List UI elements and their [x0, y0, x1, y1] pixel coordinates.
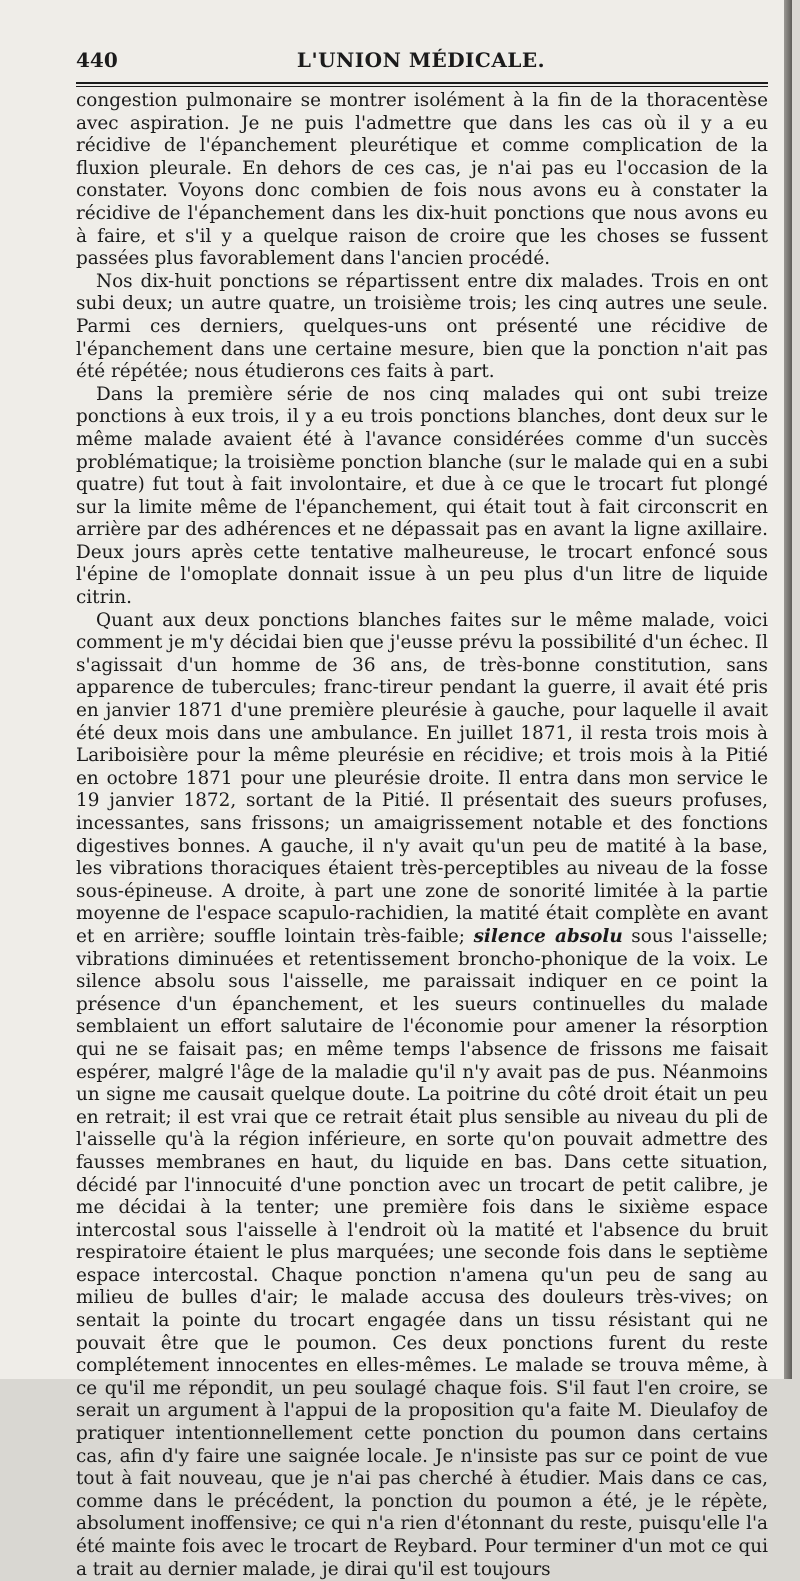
paragraph-text: sous l'aisselle; vibrations diminuées et retentissement broncho-phonique de la voix. Le silence absolu sous l'aisselle, me paraissait indiquer en ce point la présence d'un épanchement, et les sueurs continuelles du malade semblaient un effort salutaire de l'économie pour amener la résorption qui ne se faisait pas; en même temps l'absence de frissons me faisait espérer, malgré l'âge de la maladie qu'il n'y avait pas de pus. Néanmoins un signe me causait quelque doute. La poitrine du côté droit était un peu en retrait; il est vrai que ce retrait était plus sensible au niveau du pli de l'aisselle qu'à la région inférieure, en sorte qu'on pouvait admettre des fausses membranes en haut, du liquide en bas. Dans cette situation, décidé par l'innocuité d'une ponction avec un trocart de petit calibre, je me décidai à la tenter; une première fois dans le sixième espace intercostal sous l'aisselle à l'endroit où la matité et l'absence du bruit respiratoire étaient le plus marquées; une seconde fois dans le septième espace intercostal. Chaque ponction n'amena qu'un peu de sang au milieu de bulles d'air; le malade accusa des douleurs très-vives; on sentait la pointe du trocart engagée dans un tissu résistant qui ne pouvait être que le poumon. Ces deux ponctions furent du reste complétement innocentes en elles-mêmes. Le malade se trouva même, à ce qu'il me répondit, un peu soulagé chaque fois. S'il faut l'en croire, se serait un argument à l'appui de la proposition qu'a faite M. Dieulafoy de pratiquer intentionnellement cette ponction du poumon dans certains cas, afin d'y faire une saignée locale. Je n'insiste pas sur ce point de vue tout à fait nouveau, que je n'ai pas cherché à étudier. Mais dans ce cas, comme dans le précédent, la ponction du poumon a été, je le répète, absolument inoffensive; ce qui n'a rien d'étonnant du reste, puisqu'elle l'a été mainte fois avec le trocart de Reybard. Pour terminer d'un mot ce qui a trait au dernier malade, je dirai qu'il est toujours: [76, 925, 769, 1580]
paragraph-continuation: congestion pulmonaire se montrer isolément à la fin de la thoracentèse avec aspiration. Je ne puis l'admettre que dans les cas où il y a eu récidive de l'épanchement pleurétique et comme complication de la fluxion pleurale. En dehors de ces cas, je n'ai pas eu l'occasion de la constater. Voyons donc combien de fois nous avons eu à constater la récidive de l'épanchement dans les dix-huit ponctions que nous avons eu à faire, et s'il y a quelque raison de croire que les choses se fussent passées plus favorablement dans l'ancien procédé.: [76, 90, 768, 270]
paragraph-text: Quant aux deux ponctions blanches faites sur le même malade, voici comment je m'y décidai bien que j'eusse prévu la possibilité d'un échec. Il s'agissait d'un homme de 36 ans, de très-bonne constitution, sans apparence de tubercules; franc-tireur pendant la guerre, il avait été pris en janvier 1871 d'une première pleurésie à gauche, pour laquelle il avait été deux mois dans une ambulance. En juillet 1871, il resta trois mois à Lariboisière pour la même pleurésie en récidive; et trois mois à la Pitié en octobre 1871 pour une pleurésie droite. Il entra dans mon service le 19 janvier 1872, sortant de la Pitié. Il présentait des sueurs profuses, incessantes, sans frissons; un amaigrissement notable et des fonctions digestives bonnes. A gauche, il n'y avait qu'un peu de matité à la base, les vibrations thoraciques étaient très-perceptibles au niveau de la fosse sous-épineuse. A droite, à part une zone de sonorité limitée à la partie moyenne de l'espace scapulo-rachidien, la matité était complète en avant et en arrière; souffle lointain très-faible;: [76, 609, 768, 947]
page-header: [76, 48, 766, 78]
page-number: 440: [76, 48, 118, 72]
article-body: [76, 90, 768, 1581]
paragraph: [76, 610, 768, 1581]
header-rule: [76, 82, 768, 87]
running-title: L'UNION MÉDICALE.: [296, 48, 546, 72]
page-edge: [784, 0, 792, 1379]
paragraph: Nos dix-huit ponctions se répartissent entre dix malades. Trois en ont subi deux; un autre quatre, un troisième trois; les cinq autres une seule. Parmi ces derniers, quelques-uns ont présenté une récidive de l'épanchement dans une certaine mesure, bien que la ponction n'ait pas été répétée; nous étudierons ces faits à part.: [76, 270, 768, 383]
paragraph: Dans la première série de nos cinq malades qui ont subi treize ponctions à eux trois, il y a eu trois ponctions blanches, dont deux sur le même malade avaient été à l'avance considérées comme d'un succès problématique; la troisième ponction blanche (sur le malade qui en a subi quatre) fut tout à fait involontaire, et due à ce que le trocart fut plongé sur la limite même de l'épanchement, qui était tout à fait circonscrit en arrière par des adhérences et ne dépassait pas en avant la ligne axillaire. Deux jours après cette tentative malheureuse, le trocart enfoncé sous l'épine de l'omoplate donnait issue à un peu plus d'un litre de liquide citrin.: [76, 383, 768, 609]
emphasis-text: silence absolu: [473, 925, 623, 947]
